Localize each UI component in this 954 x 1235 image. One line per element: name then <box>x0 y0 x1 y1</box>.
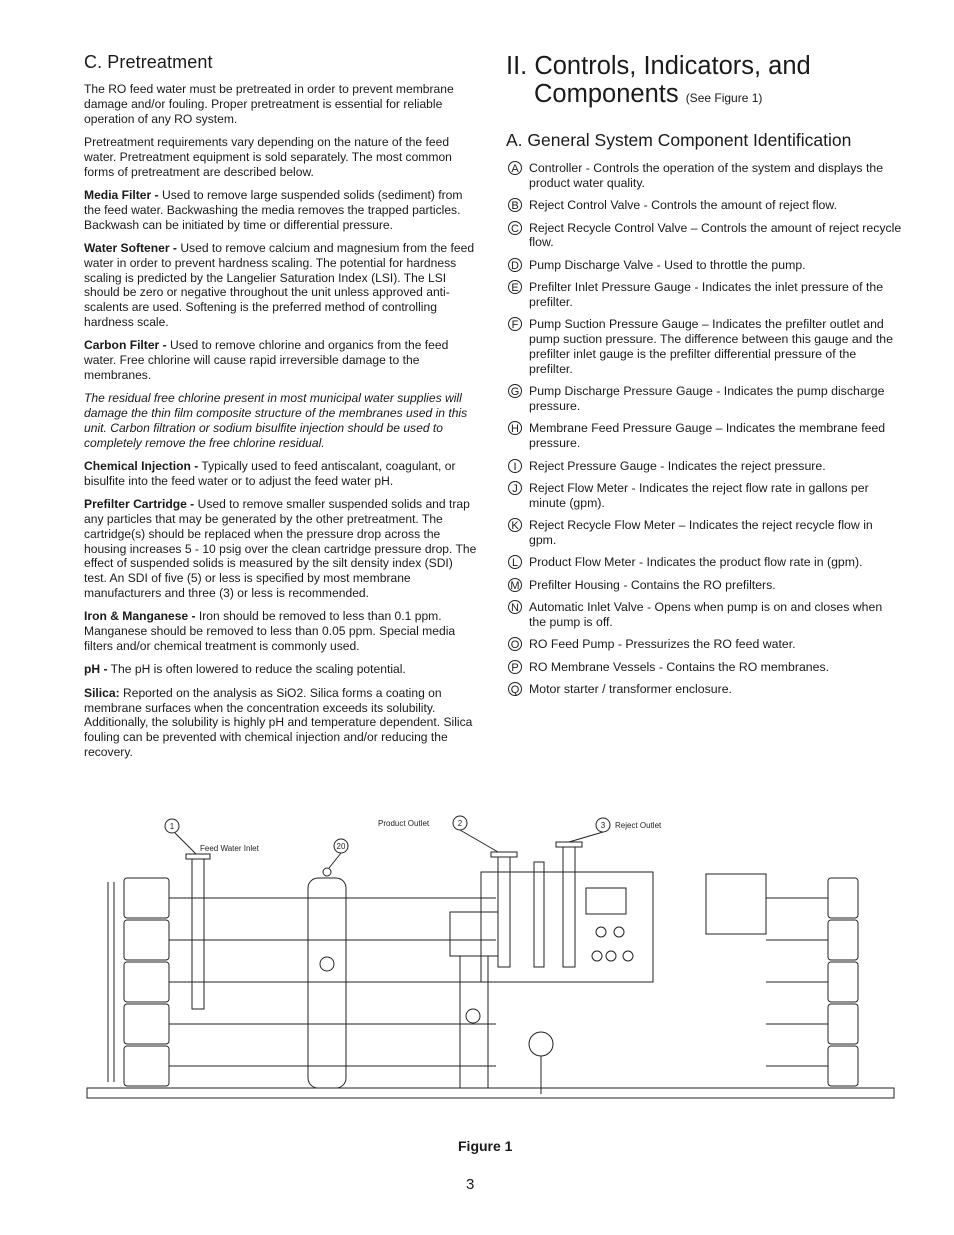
component-item-o <box>506 637 902 652</box>
component-description: Controller - Controls the operation of the system and displays the product water quality. <box>529 161 884 190</box>
component-letter-badge: O <box>508 637 522 651</box>
carbon-filter-paragraph: Carbon Filter - Used to remove chlorine and organics from the feed water. Free chlorine will cause rapid irreversible damage to the membranes. <box>84 338 449 382</box>
component-item-e <box>506 280 902 310</box>
component-item-n <box>506 600 902 630</box>
component-letter-badge: C <box>508 221 522 235</box>
component-letter-badge: Q <box>508 682 522 696</box>
flow-meters <box>491 842 582 967</box>
component-letter-badge: A <box>508 161 522 175</box>
component-description: Motor starter / transformer enclosure. <box>529 682 732 697</box>
component-letter-badge: L <box>508 555 522 569</box>
motor-starter-enclosure <box>706 874 766 934</box>
component-letter-badge: N <box>508 600 522 614</box>
component-description: Reject Control Valve - Controls the amount of reject flow. <box>529 198 838 213</box>
reject-outlet-label: Reject Outlet <box>615 821 662 830</box>
component-description: Automatic Inlet Valve - Opens when pump is on and closes when the pump is off. <box>529 600 883 629</box>
component-identification-heading: A. General System Component Identification <box>506 130 852 150</box>
controller-display <box>586 888 626 914</box>
right-vessels <box>766 878 858 1086</box>
component-item-m <box>506 578 902 593</box>
component-item-k <box>506 518 902 548</box>
component-item-p <box>506 660 902 675</box>
component-item-h <box>506 421 902 451</box>
component-item-i <box>506 459 902 474</box>
prefilter-cartridge-paragraph: Prefilter Cartridge - Used to remove smaller suspended solids and trap any particles that may be generated by the other pretreatment. The cartridge(s) should be replaced when the pressure drop across the housing increases 5 - 10 psig over the clean cartridge pressure drop. The effect of suspended solids is measured by the silt density index (SDI) test. An SDI of five (5) or less is specified by most membrane manufacturers and three (3) or less is recommended. <box>84 497 477 601</box>
component-item-j <box>506 481 902 511</box>
component-letter-badge: I <box>508 459 522 473</box>
component-description: Pump Discharge Valve - Used to throttle the pump. <box>529 257 806 272</box>
base-skid <box>87 1088 894 1098</box>
component-description: Product Flow Meter - Indicates the product flow rate in (gpm). <box>529 555 863 570</box>
component-item-g <box>506 384 902 414</box>
feed-water-inlet-label: Feed Water Inlet <box>200 844 259 853</box>
component-item-l <box>506 555 902 570</box>
component-description: Membrane Feed Pressure Gauge – Indicates the membrane feed pressure. <box>529 421 886 451</box>
components-column <box>506 52 902 704</box>
media-filter-paragraph: Media Filter - Used to remove large suspended solids (sediment) from the feed water. Backwashing the media removes the trapped particles. Backwash can be initiated by time or differential pressure. <box>84 187 463 232</box>
feed-pump <box>450 912 498 1088</box>
component-item-f <box>506 317 902 376</box>
callout-2: 2 <box>457 819 463 828</box>
component-item-b <box>506 198 902 213</box>
water-softener-paragraph: Water Softener - Used to remove calcium and magnesium from the feed water in order to prevent hardness scaling. The potential for hardness scaling is predicted by the Langelier Saturation Index (LSI). The LSI should be zero or negative throughout the unit unless approved anti-scalents are used. Softening is the preferred method of controlling hardness scale. <box>84 240 475 329</box>
pump-discharge-valve <box>529 1032 553 1056</box>
component-description: Prefilter Inlet Pressure Gauge - Indicates the inlet pressure of the prefilter. <box>529 280 884 309</box>
component-description: RO Feed Pump - Pressurizes the RO feed water. <box>529 637 796 652</box>
pretreatment-intro: The RO feed water must be pretreated in order to prevent membrane damage and/or fouling. Proper pretreatment is essential for reliable operation of any RO system. <box>84 82 454 126</box>
component-letter-badge: D <box>508 258 522 272</box>
component-item-a <box>506 161 902 191</box>
component-letter-badge: M <box>508 578 522 592</box>
component-description: Reject Recycle Control Valve – Controls the amount of reject recycle flow. <box>529 220 902 250</box>
component-letter-badge: H <box>508 421 522 435</box>
ph-paragraph: pH - The pH is often lowered to reduce the scaling potential. <box>84 662 406 677</box>
system-diagram <box>86 812 896 1124</box>
feed-inlet-flange <box>186 854 210 859</box>
component-letter-badge: P <box>508 660 522 674</box>
component-description: Pump Suction Pressure Gauge – Indicates the prefilter outlet and pump suction pressure. The difference between this gauge and the prefilter inlet gauge is the prefilter differential pressure of the prefilter. <box>529 317 893 376</box>
component-description: RO Membrane Vessels - Contains the RO membranes. <box>529 659 830 674</box>
left-vessels <box>108 878 496 1086</box>
section-title: II. Controls, Indicators, and Components (See Figure 1) <box>506 52 811 108</box>
component-letter-badge: K <box>508 518 522 532</box>
pretreatment-heading: C. Pretreatment <box>84 52 213 72</box>
prefilter-housing <box>308 868 346 1088</box>
component-item-c <box>506 221 902 251</box>
component-description: Pump Discharge Pressure Gauge - Indicates the pump discharge pressure. <box>529 384 885 413</box>
component-description: Reject Recycle Flow Meter – Indicates the reject recycle flow in gpm. <box>529 518 873 547</box>
component-item-q <box>506 682 902 697</box>
chemical-injection-paragraph: Chemical Injection - Typically used to feed antiscalant, coagulant, or bisulfite into the feed water or to adjust the feed water pH. <box>84 459 456 488</box>
pretreatment-column <box>84 52 479 768</box>
component-description: Reject Flow Meter - Indicates the reject flow rate in gallons per minute (gpm). <box>529 480 869 510</box>
product-outlet-label: Product Outlet <box>378 819 430 828</box>
chlorine-warning: The residual free chlorine present in most municipal water supplies will damage the thin film composite structure of the membranes used in this unit. Carbon filtration or sodium bisulfite injection should be used to completely remove the free chlorine residual. <box>84 391 468 450</box>
component-letter-badge: B <box>508 198 522 212</box>
callout-3: 3 <box>600 821 606 830</box>
figure-caption: Figure 1 <box>458 1138 513 1154</box>
silica-paragraph: Silica: Reported on the analysis as SiO2. Silica forms a coating on membrane surfaces when the concentration exceeds its solubility. Additionally, the solubility is highly pH and temperature dependent. Silica fouling can be prevented with chemical injection and/or reducing the recovery. <box>84 685 473 760</box>
component-item-d <box>506 258 902 273</box>
component-letter-badge: J <box>508 481 522 495</box>
pretreatment-requirements: Pretreatment requirements vary depending on the nature of the feed water. Pretreatment equipment is sold separately. The most common forms of pretreatment are described below. <box>84 134 452 179</box>
component-description: Reject Pressure Gauge - Indicates the reject pressure. <box>529 458 826 473</box>
control-panel <box>481 872 653 982</box>
component-list <box>506 161 902 697</box>
page-number: 3 <box>466 1176 475 1193</box>
component-letter-badge: F <box>508 317 522 331</box>
component-description: Prefilter Housing - Contains the RO prefilters. <box>529 577 776 592</box>
iron-manganese-paragraph: Iron & Manganese - Iron should be removed to less than 0.1 ppm. Manganese should be removed to less than 0.05 ppm. Special media filters and/or chemical treatment is commonly used. <box>84 609 456 654</box>
component-letter-badge: E <box>508 280 522 294</box>
callout-1: 1 <box>169 822 175 831</box>
callout-20: 20 <box>336 842 346 851</box>
component-letter-badge: G <box>508 384 522 398</box>
